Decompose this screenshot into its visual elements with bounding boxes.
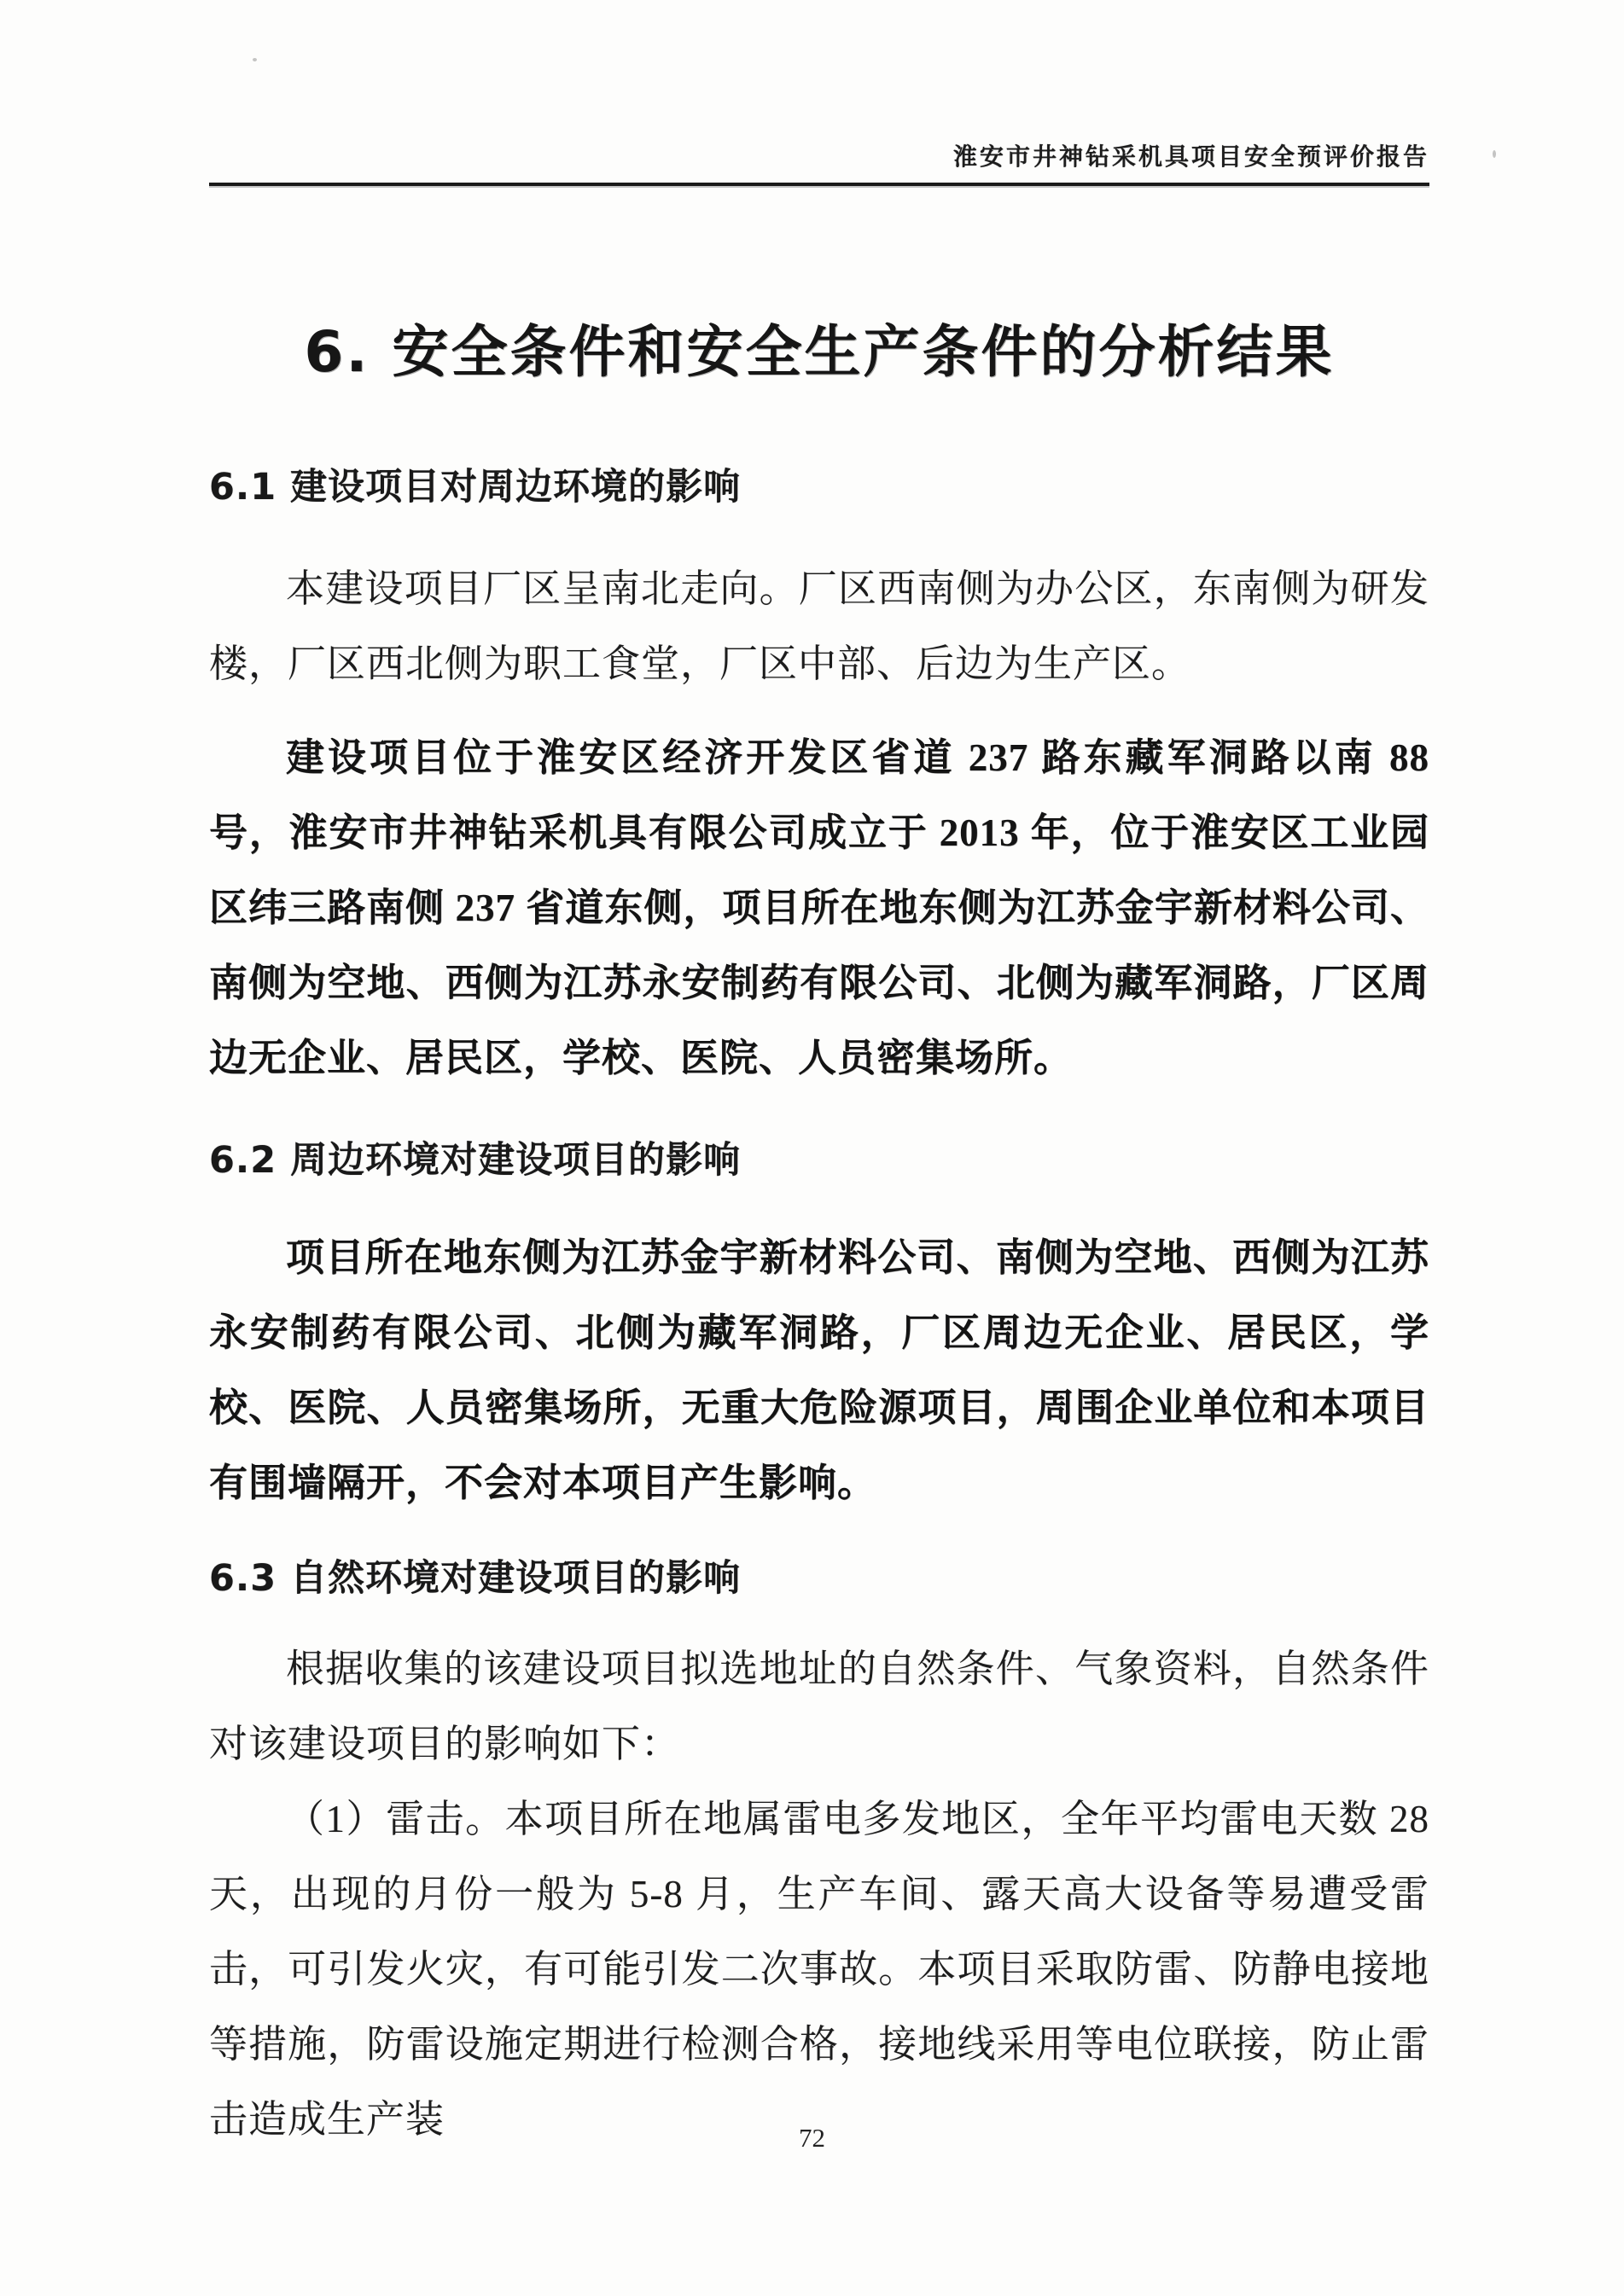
paragraph-natural-conditions-intro: 根据收集的该建设项目拟选地址的自然条件、气象资料，自然条件对该建设项目的影响如下： [209, 1648, 1429, 1766]
scan-speck [1493, 150, 1496, 158]
page-number: 72 [799, 2123, 825, 2153]
section-heading-6-1: 6.1 建设项目对周边环境的影响 [209, 466, 742, 509]
paragraph-project-location: 建设项目位于淮安区经济开发区省道 237 路东藏军洞路以南 88 号，淮安市井神钻采机具有限公司成立于 2013 年，位于淮安区工业园区纬三路南侧 237 省道东侧，项目所在地东侧为江苏金宇新材料公司、南侧为空地、西侧为江苏永安制药有限公司、北侧为藏军洞路，厂区周边无企业、居民区，学校、医院、人员密集场所。 [209, 736, 1429, 1080]
scan-speck [253, 58, 257, 61]
paragraph-lightning-risk: （1）雷击。本项目所在地属雷电多发地区，全年平均雷电天数 28 天，出现的月份一般为 5-8 月，生产车间、露天高大设备等易遭受雷击，可引发火灾，有可能引发二次事故。本项目采取防雷、防静电接地等措施，防雷设施定期进行检测合格，接地线采用等电位联接，防止雷击造成生产装 [209, 1798, 1429, 2142]
section-heading-6-3: 6.3 自然环境对建设项目的影响 [209, 1557, 742, 1601]
header-rule [209, 183, 1429, 186]
section-heading-6-2: 6.2 周边环境对建设项目的影响 [209, 1139, 742, 1183]
running-head: 淮安市井神钻采机具项目安全预评价报告 [952, 144, 1429, 171]
chapter-title: 6. 安全条件和安全生产条件的分析结果 [304, 319, 1335, 385]
page-content [209, 0, 1429, 2157]
paragraph-surroundings-impact: 项目所在地东侧为江苏金宇新材料公司、南侧为空地、西侧为江苏永安制药有限公司、北侧为藏军洞路，厂区周边无企业、居民区，学校、医院、人员密集场所，无重大危险源项目，周围企业单位和本项目有围墙隔开，不会对本项目产生影响。 [209, 1236, 1429, 1505]
paragraph-plant-layout: 本建设项目厂区呈南北走向。厂区西南侧为办公区，东南侧为研发楼，厂区西北侧为职工食堂，厂区中部、后边为生产区。 [209, 567, 1429, 686]
